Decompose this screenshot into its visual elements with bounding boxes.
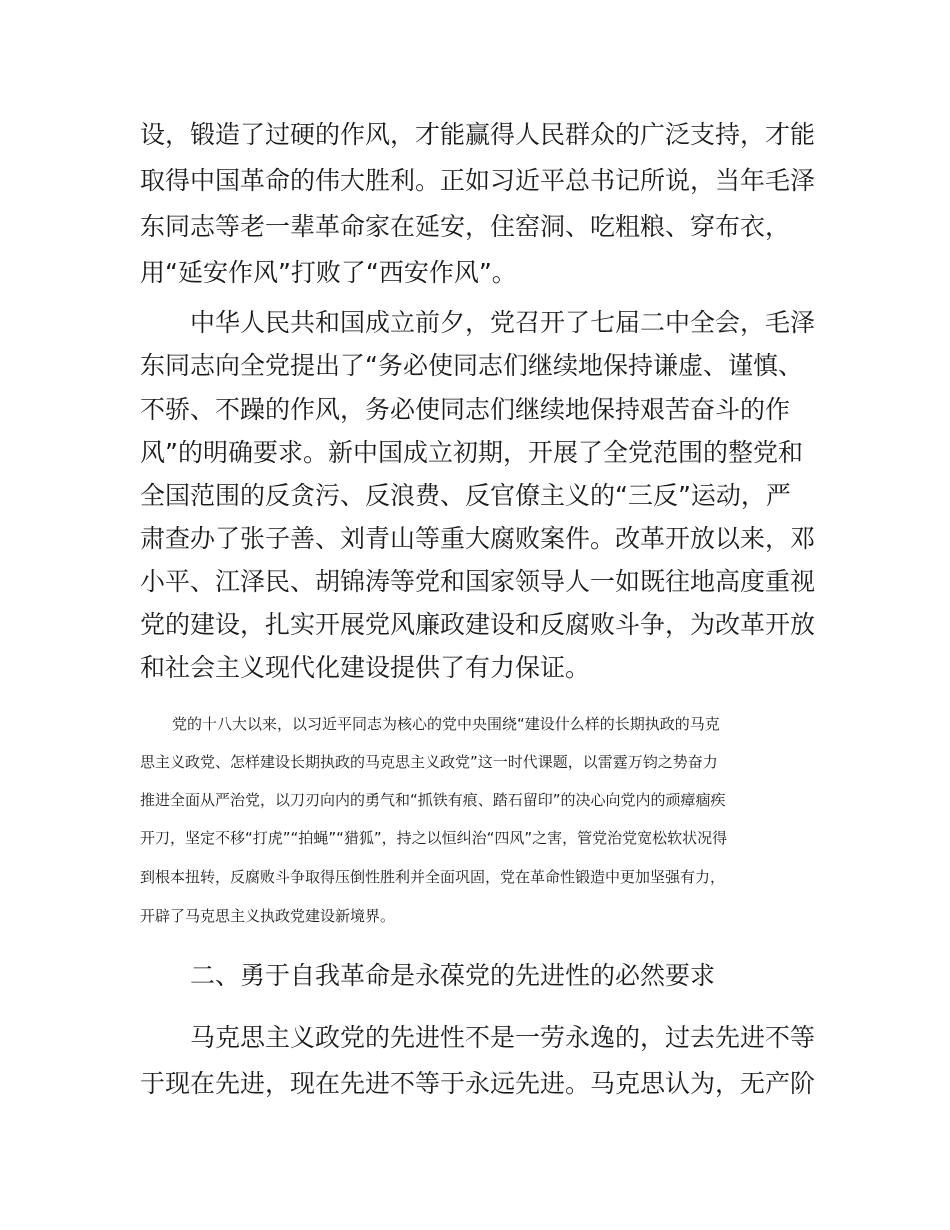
paragraph-2-line-2: 东同志向全党提出了“务必使同志们继续地保持谦虚、谨慎、 xyxy=(140,351,803,380)
paragraph-1-line-2: 取得中国革命的伟大胜利。正如习近平总书记所说，当年毛泽 xyxy=(140,166,816,195)
paragraph-1-line-1: 设，锻造了过硬的作风，才能赢得人民群众的广泛支持，才能 xyxy=(140,120,816,149)
paragraph-2-line-4: 风”的明确要求。新中国成立初期，开展了全党范围的整党和 xyxy=(140,438,803,467)
paragraph-2-line-7: 小平、江泽民、胡锦涛等党和国家领导人一如既往地高度重视 xyxy=(140,567,816,596)
section-heading: 二、勇于自我革命是永葆党的先进性的必然要求 xyxy=(190,961,716,990)
paragraph-2-line-6: 肃查办了张子善、刘青山等重大腐败案件。改革开放以来，邓 xyxy=(140,524,816,553)
paragraph-4-line-2: 于现在先进，现在先进不等于永远先进。马克思认为，无产阶 xyxy=(140,1069,816,1098)
paragraph-2-line-9: 和社会主义现代化建设提供了有力保证。 xyxy=(140,653,591,682)
paragraph-4-line-1: 马克思主义政党的先进性不是一劳永逸的，过去先进不等 xyxy=(190,1023,816,1052)
paragraph-2-line-5: 全国范围的反贪污、反浪费、反官僚主义的“三反”运动，严 xyxy=(140,481,791,510)
paragraph-2-line-1: 中华人民共和国成立前夕，党召开了七届二中全会，毛泽 xyxy=(190,308,816,337)
paragraph-3-line-6: 开辟了马克思主义执政党建设新境界。 xyxy=(140,907,396,925)
paragraph-1-line-3: 东同志等老一辈革命家在延安，住窑洞、吃粗粮、穿布衣， xyxy=(140,212,791,241)
paragraph-3-line-1: 党的十八大以来，以习近平同志为核心的党中央围绕“建设什么样的长期执政的马克 xyxy=(172,715,720,733)
paragraph-2-line-3: 不骄、不躁的作风，务必使同志们继续地保持艰苦奋斗的作 xyxy=(140,395,791,424)
paragraph-2-line-8: 党的建设，扎实开展党风廉政建设和反腐败斗争，为改革开放 xyxy=(140,610,816,639)
paragraph-3-line-2: 思主义政党、怎样建设长期执政的马克思主义政党”这一时代课题，以雷霆万钧之势奋力 xyxy=(140,753,718,771)
paragraph-1-line-4: 用“延安作风”打败了“西安作风”。 xyxy=(140,258,517,287)
paragraph-3-line-5: 到根本扭转，反腐败斗争取得压倒性胜利并全面巩固，党在革命性锻造中更加坚强有力， xyxy=(140,868,726,886)
paragraph-3-line-4: 开刀，坚定不移“打虎”“拍蝇”“猎狐”，持之以恒纠治“四风”之害，管党治党宽松软状况得 xyxy=(140,829,728,847)
paragraph-3-line-3: 推进全面从严治党，以刀刃向内的勇气和“抓铁有痕、踏石留印”的决心向党内的顽瘴痼疾 xyxy=(140,791,726,809)
